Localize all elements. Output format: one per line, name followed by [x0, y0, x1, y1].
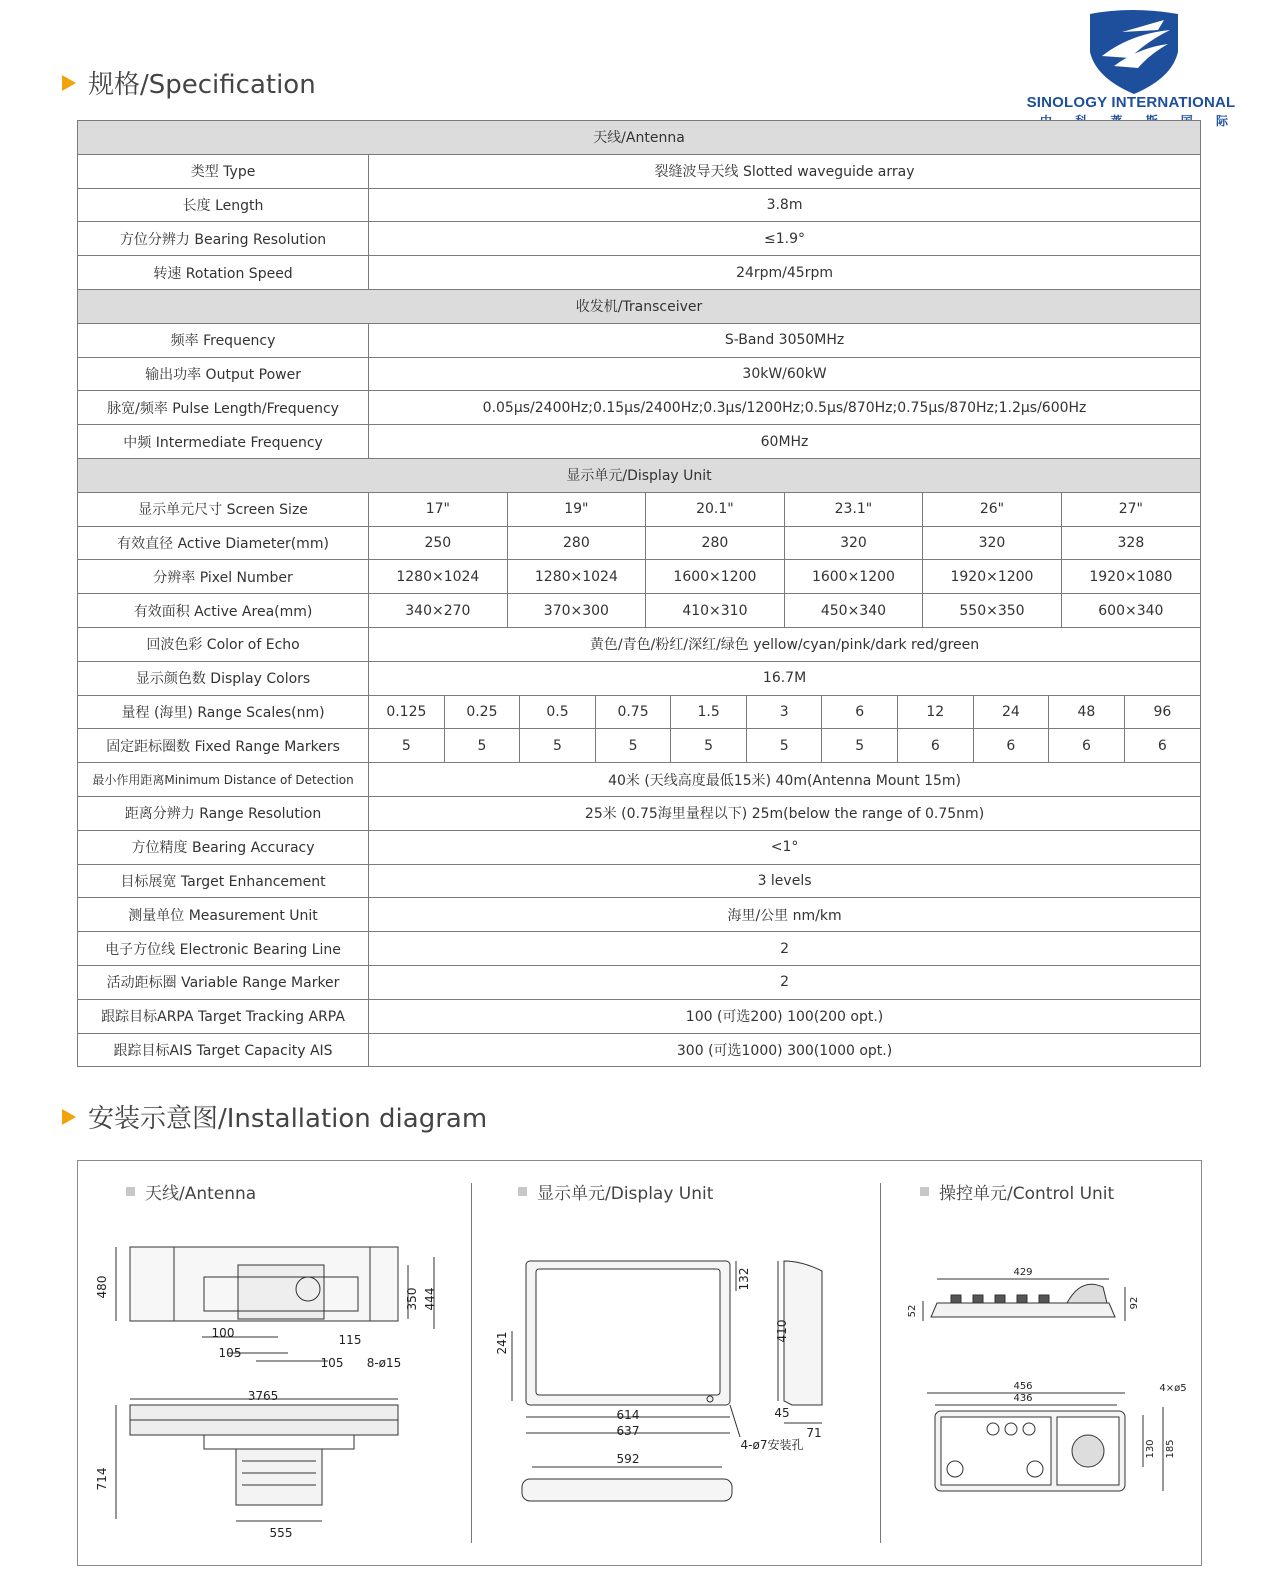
spec-section-title — [62, 64, 316, 101]
row-value: 3 levels — [369, 864, 1201, 898]
cell-value: 0.125 — [369, 695, 445, 729]
row-label: 电子方位线 Electronic Bearing Line — [78, 932, 369, 966]
dim-label: 130 — [1145, 1439, 1156, 1459]
table-row — [78, 763, 1201, 797]
install-title-text: 安装示意图/Installation diagram — [88, 1104, 488, 1134]
row-value: 300 (可选1000) 300(1000 opt.) — [369, 1033, 1201, 1067]
cell-value: 26" — [923, 492, 1062, 526]
row-value: 2 — [369, 932, 1201, 966]
cell-value: 6 — [898, 729, 974, 763]
row-label: 回波色彩 Color of Echo — [78, 627, 369, 661]
cell-value: 280 — [646, 526, 785, 560]
cell-value: 5 — [822, 729, 898, 763]
dim-label: 350 — [405, 1287, 419, 1311]
cell-value: 3 — [746, 695, 822, 729]
spec-title-text: 规格/Specification — [88, 70, 316, 100]
row-label: 中频 Intermediate Frequency — [78, 425, 369, 459]
cell-value: 20.1" — [646, 492, 785, 526]
row-value: <1° — [369, 830, 1201, 864]
cell-value: 12 — [898, 695, 974, 729]
cell-value: 1.5 — [671, 695, 747, 729]
row-value: 30kW/60kW — [369, 357, 1201, 391]
cell-value: 19" — [507, 492, 646, 526]
row-value: 60MHz — [369, 425, 1201, 459]
cell-value: 0.5 — [520, 695, 596, 729]
dim-label: 4-ø7安装孔 — [740, 1438, 804, 1452]
dim-label: 637 — [616, 1424, 640, 1438]
dim-label: 92 — [1129, 1296, 1140, 1310]
cell-value: 48 — [1049, 695, 1125, 729]
cell-value: 328 — [1061, 526, 1200, 560]
table-row — [78, 222, 1201, 256]
cell-value: 1600×1200 — [646, 560, 785, 594]
dim-label: 714 — [95, 1467, 109, 1491]
cell-value: 280 — [507, 526, 646, 560]
row-label: 方位精度 Bearing Accuracy — [78, 830, 369, 864]
cell-value: 5 — [444, 729, 520, 763]
installation-diagram-box — [77, 1160, 1202, 1566]
antenna-drawing — [78, 1161, 471, 1565]
row-label: 显示颜色数 Display Colors — [78, 661, 369, 695]
cell-value: 600×340 — [1061, 594, 1200, 628]
table-row — [78, 729, 1201, 763]
cell-value: 550×350 — [923, 594, 1062, 628]
table-row — [78, 864, 1201, 898]
cell-value: 1920×1080 — [1061, 560, 1200, 594]
cell-value: 320 — [784, 526, 923, 560]
specification-table — [77, 120, 1201, 1067]
cell-value: 340×270 — [369, 594, 508, 628]
shield-ship-icon — [1018, 8, 1244, 98]
row-label: 脉宽/频率 Pulse Length/Frequency — [78, 391, 369, 425]
table-row — [78, 830, 1201, 864]
table-row — [78, 695, 1201, 729]
dim-label: 115 — [338, 1333, 362, 1347]
dim-label: 614 — [616, 1408, 640, 1422]
cell-value: 410×310 — [646, 594, 785, 628]
dim-label: 185 — [1165, 1439, 1176, 1459]
row-label: 活动距标圈 Variable Range Marker — [78, 965, 369, 999]
row-label: 分辨率 Pixel Number — [78, 560, 369, 594]
cell-value: 320 — [923, 526, 1062, 560]
dim-label: 480 — [95, 1275, 109, 1299]
table-row — [78, 999, 1201, 1033]
dim-label: 241 — [495, 1331, 509, 1355]
row-label: 跟踪目标ARPA Target Tracking ARPA — [78, 999, 369, 1033]
row-label: 长度 Length — [78, 188, 369, 222]
row-label: 测量单位 Measurement Unit — [78, 898, 369, 932]
row-value: 25米 (0.75海里量程以下) 25m(below the range of 0.75nm) — [369, 796, 1201, 830]
row-value: 16.7M — [369, 661, 1201, 695]
triangle-bullet-icon — [62, 75, 76, 91]
table-row — [78, 898, 1201, 932]
table-row — [78, 425, 1201, 459]
dim-label: 4×ø5 — [1159, 1383, 1187, 1394]
dim-label: 105 — [320, 1356, 344, 1370]
section-heading: 收发机/Transceiver — [78, 289, 1201, 323]
dim-label: 71 — [806, 1426, 822, 1440]
row-label: 类型 Type — [78, 154, 369, 188]
cell-value: 370×300 — [507, 594, 646, 628]
row-value: S-Band 3050MHz — [369, 323, 1201, 357]
dim-label: 45 — [774, 1406, 790, 1420]
logo-english-text: SINOLOGY INTERNATIONAL — [1026, 94, 1236, 111]
row-label: 频率 Frequency — [78, 323, 369, 357]
row-value: 100 (可选200) 100(200 opt.) — [369, 999, 1201, 1033]
table-row — [78, 627, 1201, 661]
table-row — [78, 458, 1201, 492]
cell-value: 5 — [369, 729, 445, 763]
row-value: 3.8m — [369, 188, 1201, 222]
row-label: 最小作用距离Minimum Distance of Detection — [78, 763, 369, 797]
row-value: 24rpm/45rpm — [369, 256, 1201, 290]
row-label: 固定距标圈数 Fixed Range Markers — [78, 729, 369, 763]
row-value: 裂缝波导天线 Slotted waveguide array — [369, 154, 1201, 188]
table-row — [78, 560, 1201, 594]
table-row — [78, 188, 1201, 222]
table-row — [78, 796, 1201, 830]
row-label: 显示单元尺寸 Screen Size — [78, 492, 369, 526]
install-section-title — [62, 1098, 487, 1135]
cell-value: 1920×1200 — [923, 560, 1062, 594]
section-heading: 显示单元/Display Unit — [78, 458, 1201, 492]
row-label: 有效面积 Active Area(mm) — [78, 594, 369, 628]
dim-label: 132 — [737, 1267, 751, 1291]
dim-label: 8-ø15 — [366, 1356, 402, 1370]
row-value: 黄色/青色/粉红/深红/绿色 yellow/cyan/pink/dark red/green — [369, 627, 1201, 661]
dim-label: 429 — [1013, 1267, 1033, 1278]
cell-value: 23.1" — [784, 492, 923, 526]
dim-label: 52 — [907, 1304, 918, 1318]
cell-value: 5 — [595, 729, 671, 763]
row-label: 目标展宽 Target Enhancement — [78, 864, 369, 898]
table-row — [78, 154, 1201, 188]
cell-value: 5 — [746, 729, 822, 763]
cell-value: 1600×1200 — [784, 560, 923, 594]
dim-label: 444 — [423, 1287, 437, 1311]
row-value: ≤1.9° — [369, 222, 1201, 256]
table-row — [78, 965, 1201, 999]
cell-value: 6 — [973, 729, 1049, 763]
table-row — [78, 1033, 1201, 1067]
row-value: 2 — [369, 965, 1201, 999]
antenna-panel-label: 天线/Antenna — [145, 1184, 257, 1204]
control-panel-label: 操控单元/Control Unit — [939, 1184, 1115, 1204]
cell-value: 24 — [973, 695, 1049, 729]
cell-value: 96 — [1124, 695, 1200, 729]
row-label: 转速 Rotation Speed — [78, 256, 369, 290]
cell-value: 450×340 — [784, 594, 923, 628]
cell-value: 5 — [520, 729, 596, 763]
row-value: 40米 (天线高度最低15米) 40m(Antenna Mount 15m) — [369, 763, 1201, 797]
table-row — [78, 289, 1201, 323]
cell-value: 6 — [822, 695, 898, 729]
dim-label: 436 — [1013, 1393, 1033, 1404]
row-label: 方位分辨力 Bearing Resolution — [78, 222, 369, 256]
table-row — [78, 391, 1201, 425]
table-row — [78, 594, 1201, 628]
cell-value: 1280×1024 — [507, 560, 646, 594]
row-label: 量程 (海里) Range Scales(nm) — [78, 695, 369, 729]
display-panel-label: 显示单元/Display Unit — [537, 1184, 714, 1204]
cell-value: 1280×1024 — [369, 560, 508, 594]
dim-label: 100 — [211, 1326, 235, 1340]
row-label: 距离分辨力 Range Resolution — [78, 796, 369, 830]
table-row — [78, 661, 1201, 695]
cell-value: 6 — [1124, 729, 1200, 763]
dim-label: 456 — [1013, 1381, 1033, 1392]
display-drawing — [472, 1161, 880, 1565]
cell-value: 17" — [369, 492, 508, 526]
dim-label: 555 — [269, 1526, 293, 1540]
cell-value: 250 — [369, 526, 508, 560]
company-logo — [1018, 8, 1244, 132]
table-row — [78, 492, 1201, 526]
table-row — [78, 256, 1201, 290]
dim-label: 410 — [775, 1319, 789, 1343]
section-heading: 天线/Antenna — [78, 121, 1201, 155]
dim-label: 105 — [218, 1346, 242, 1360]
cell-value: 0.75 — [595, 695, 671, 729]
table-row — [78, 121, 1201, 155]
cell-value: 27" — [1061, 492, 1200, 526]
table-row — [78, 526, 1201, 560]
row-value: 0.05μs/2400Hz;0.15μs/2400Hz;0.3μs/1200Hz;0.5μs/870Hz;0.75μs/870Hz;1.2μs/600Hz — [369, 391, 1201, 425]
cell-value: 6 — [1049, 729, 1125, 763]
control-drawing — [881, 1161, 1201, 1565]
logo-char: 际 — [1215, 114, 1228, 128]
table-row — [78, 357, 1201, 391]
dim-label: 592 — [616, 1452, 640, 1466]
table-row — [78, 932, 1201, 966]
dim-label: 3765 — [247, 1389, 279, 1403]
table-row — [78, 323, 1201, 357]
row-label: 跟踪目标AIS Target Capacity AIS — [78, 1033, 369, 1067]
row-value: 海里/公里 nm/km — [369, 898, 1201, 932]
row-label: 有效直径 Active Diameter(mm) — [78, 526, 369, 560]
cell-value: 0.25 — [444, 695, 520, 729]
triangle-bullet-icon — [62, 1109, 76, 1125]
cell-value: 5 — [671, 729, 747, 763]
row-label: 输出功率 Output Power — [78, 357, 369, 391]
